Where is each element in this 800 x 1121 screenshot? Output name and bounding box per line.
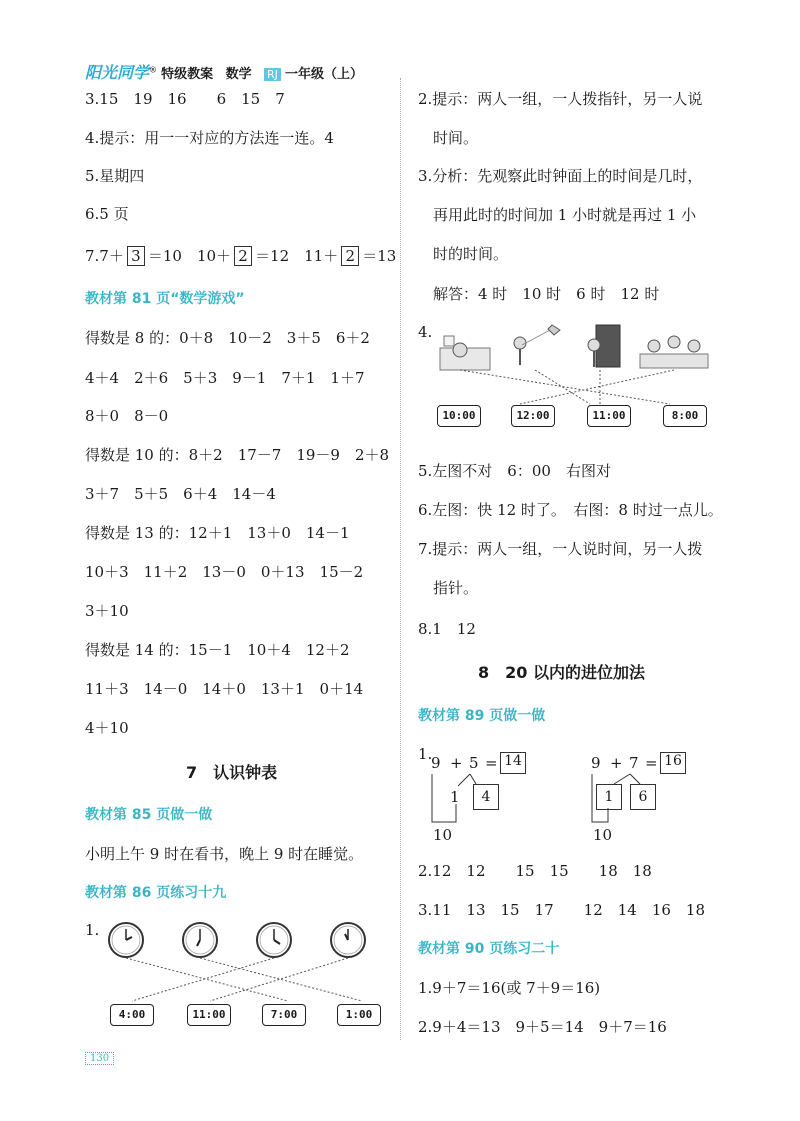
right-q7-line1: 7.提示：两人一组，一人说时间，另一人拨: [418, 540, 703, 558]
page-header: [85, 60, 363, 83]
p85-answer: 小明上午 9 时在看书，晚上 9 时在睡觉。: [85, 845, 364, 863]
right-q5: 5.左图不对 6：00 右图对: [418, 462, 611, 480]
left-q3: 3.15 19 16 6 15 7: [85, 90, 285, 108]
game-line: 4＋10: [85, 719, 129, 737]
calc-a-operand2: 5: [469, 754, 479, 772]
right-q7-line2: 指针。: [433, 579, 479, 597]
matching-lines-left: [126, 958, 362, 1001]
p90-q1: 1.9＋7＝16(或 7＋9＝16): [418, 979, 601, 997]
game-line: 得数是 14 的：15－1 10＋4 12＋2: [85, 641, 350, 659]
calc-a-split: 1: [450, 788, 460, 806]
calc-a-eq: =: [485, 754, 498, 772]
left-q4: 4.提示：用一一对应的方法连一连。4: [85, 129, 334, 147]
calc-b-brackets: [588, 770, 658, 826]
digital-clock-right-2: 12:00: [511, 405, 555, 427]
p90-heading: 教材第 90 页练习二十: [418, 941, 560, 957]
analog-clock-1: [109, 923, 143, 957]
p89-heading: 教材第 89 页做一做: [418, 708, 546, 724]
right-q3-answer: 解答：4 时 10 时 6 时 12 时: [433, 285, 660, 303]
p90-q2: 2.9＋4＝13 9＋5＝14 9＋7＝16: [418, 1018, 667, 1036]
game-line: 8＋0 8－0: [85, 407, 169, 425]
game-line: 10＋3 11＋2 13－0 0＋13 15－2: [85, 563, 364, 581]
calc-a-result: 14: [500, 752, 526, 774]
game-line: 得数是 10 的：8＋2 17－7 19－9 2＋8: [85, 446, 390, 464]
calc-a-operand1: 9: [431, 754, 441, 772]
q7-prefix: 7.7＋: [85, 247, 124, 265]
calc-a-brackets: [428, 770, 488, 826]
right-q8: 8.1 12: [418, 620, 476, 638]
calc-a-rest: 4: [473, 784, 499, 810]
q7-mid-2: ＝12 11＋: [255, 247, 339, 265]
analog-clock-2: [183, 923, 217, 957]
right-q6: 6.左图：快 12 时了。 右图：8 时过一点儿。: [418, 501, 723, 519]
scene-2-kite-child: [514, 325, 560, 365]
edition-badge: RJ: [264, 68, 281, 81]
q7-box-1: 3: [127, 246, 145, 266]
calc-b-eq: =: [645, 754, 658, 772]
right-q3-line2: 再用此时的时间加 1 小时就是再过 1 小: [433, 206, 697, 224]
right-q3-line3: 时的时间。: [433, 245, 509, 263]
scene-3-door-child: [588, 325, 620, 367]
column-divider: [400, 78, 401, 1040]
chapter7-title: 7 认识钟表: [186, 763, 278, 782]
q7-box-2: 2: [234, 246, 252, 266]
game-line: 3＋10: [85, 602, 129, 620]
digital-clock-right-3: 11:00: [587, 405, 631, 427]
calc-a-op: +: [450, 754, 463, 772]
page-number-text: 130: [85, 1052, 114, 1065]
subject: 数学: [225, 67, 252, 82]
calc-b-op: +: [610, 754, 623, 772]
p89-q3: 3.11 13 15 17 12 14 16 18: [418, 901, 706, 919]
calc-b-result: 16: [660, 752, 686, 774]
game-line: 11＋3 14－0 14＋0 13＋1 0＋14: [85, 680, 364, 698]
left-q5: 5.星期四: [85, 167, 145, 185]
game-line: 4＋4 2＋6 5＋3 9－1 7＋1 1＋7: [85, 369, 365, 387]
calc-b-operand2: 7: [629, 754, 639, 772]
calc-b-ten: 10: [593, 826, 613, 844]
game-line: 得数是 13 的：12＋1 13＋0 14－1: [85, 524, 350, 542]
calc-b-split: 1: [596, 784, 622, 810]
digital-clock-left-3: 7:00: [262, 1004, 306, 1026]
left-q7: [85, 245, 396, 266]
right-q3-line1: 3.分析：先观察此时钟面上的时间是几时，: [418, 167, 703, 185]
grade: 一年级（上）: [285, 67, 364, 82]
p86-heading: 教材第 86 页练习十九: [85, 885, 227, 901]
registered-mark: ®: [149, 65, 158, 75]
q7-box-3: 2: [341, 246, 359, 266]
p89-q2: 2.12 12 15 15 18 18: [418, 862, 652, 880]
game-heading: 教材第 81 页“数学游戏”: [85, 291, 245, 307]
series-name: 特级教案: [161, 67, 214, 82]
matching-lines-right: [460, 370, 674, 404]
digital-clock-left-1: 4:00: [110, 1004, 154, 1026]
p85-heading: 教材第 85 页做一做: [85, 807, 213, 823]
q7-mid-1: ＝10 10＋: [147, 247, 232, 265]
calc-b-rest: 6: [630, 784, 656, 810]
digital-clock-left-4: 1:00: [337, 1004, 381, 1026]
brand-logo: 阳光同学: [85, 63, 150, 82]
calc-a-ten: 10: [433, 826, 453, 844]
game-line: 3＋7 5＋5 6＋4 14－4: [85, 485, 276, 503]
chapter8-title: 8 20 以内的进位加法: [478, 663, 645, 682]
right-q4-label: 4.: [418, 323, 433, 341]
calc-b-operand1: 9: [591, 754, 601, 772]
right-q2-line2: 时间。: [433, 129, 479, 147]
p86-q1-label: 1.: [85, 921, 100, 939]
analog-clock-4: [331, 923, 365, 957]
game-line: 得数是 8 的：0＋8 10－2 3＋5 6＋2: [85, 329, 370, 347]
scene-1-sleeping-child: [440, 336, 490, 370]
digital-clock-left-2: 11:00: [187, 1004, 231, 1026]
right-q2-line1: 2.提示：两人一组，一人拨指针，另一人说: [418, 90, 703, 108]
left-q6: 6.5 页: [85, 205, 129, 223]
p89-q1-label: 1.: [418, 745, 433, 763]
scene-4-family-meal: [640, 336, 708, 368]
analog-clock-3: [257, 923, 291, 957]
page-number: [85, 1046, 114, 1065]
digital-clock-right-1: 10:00: [437, 405, 481, 427]
q7-suffix: ＝13: [362, 247, 397, 265]
digital-clock-right-4: 8:00: [663, 405, 707, 427]
